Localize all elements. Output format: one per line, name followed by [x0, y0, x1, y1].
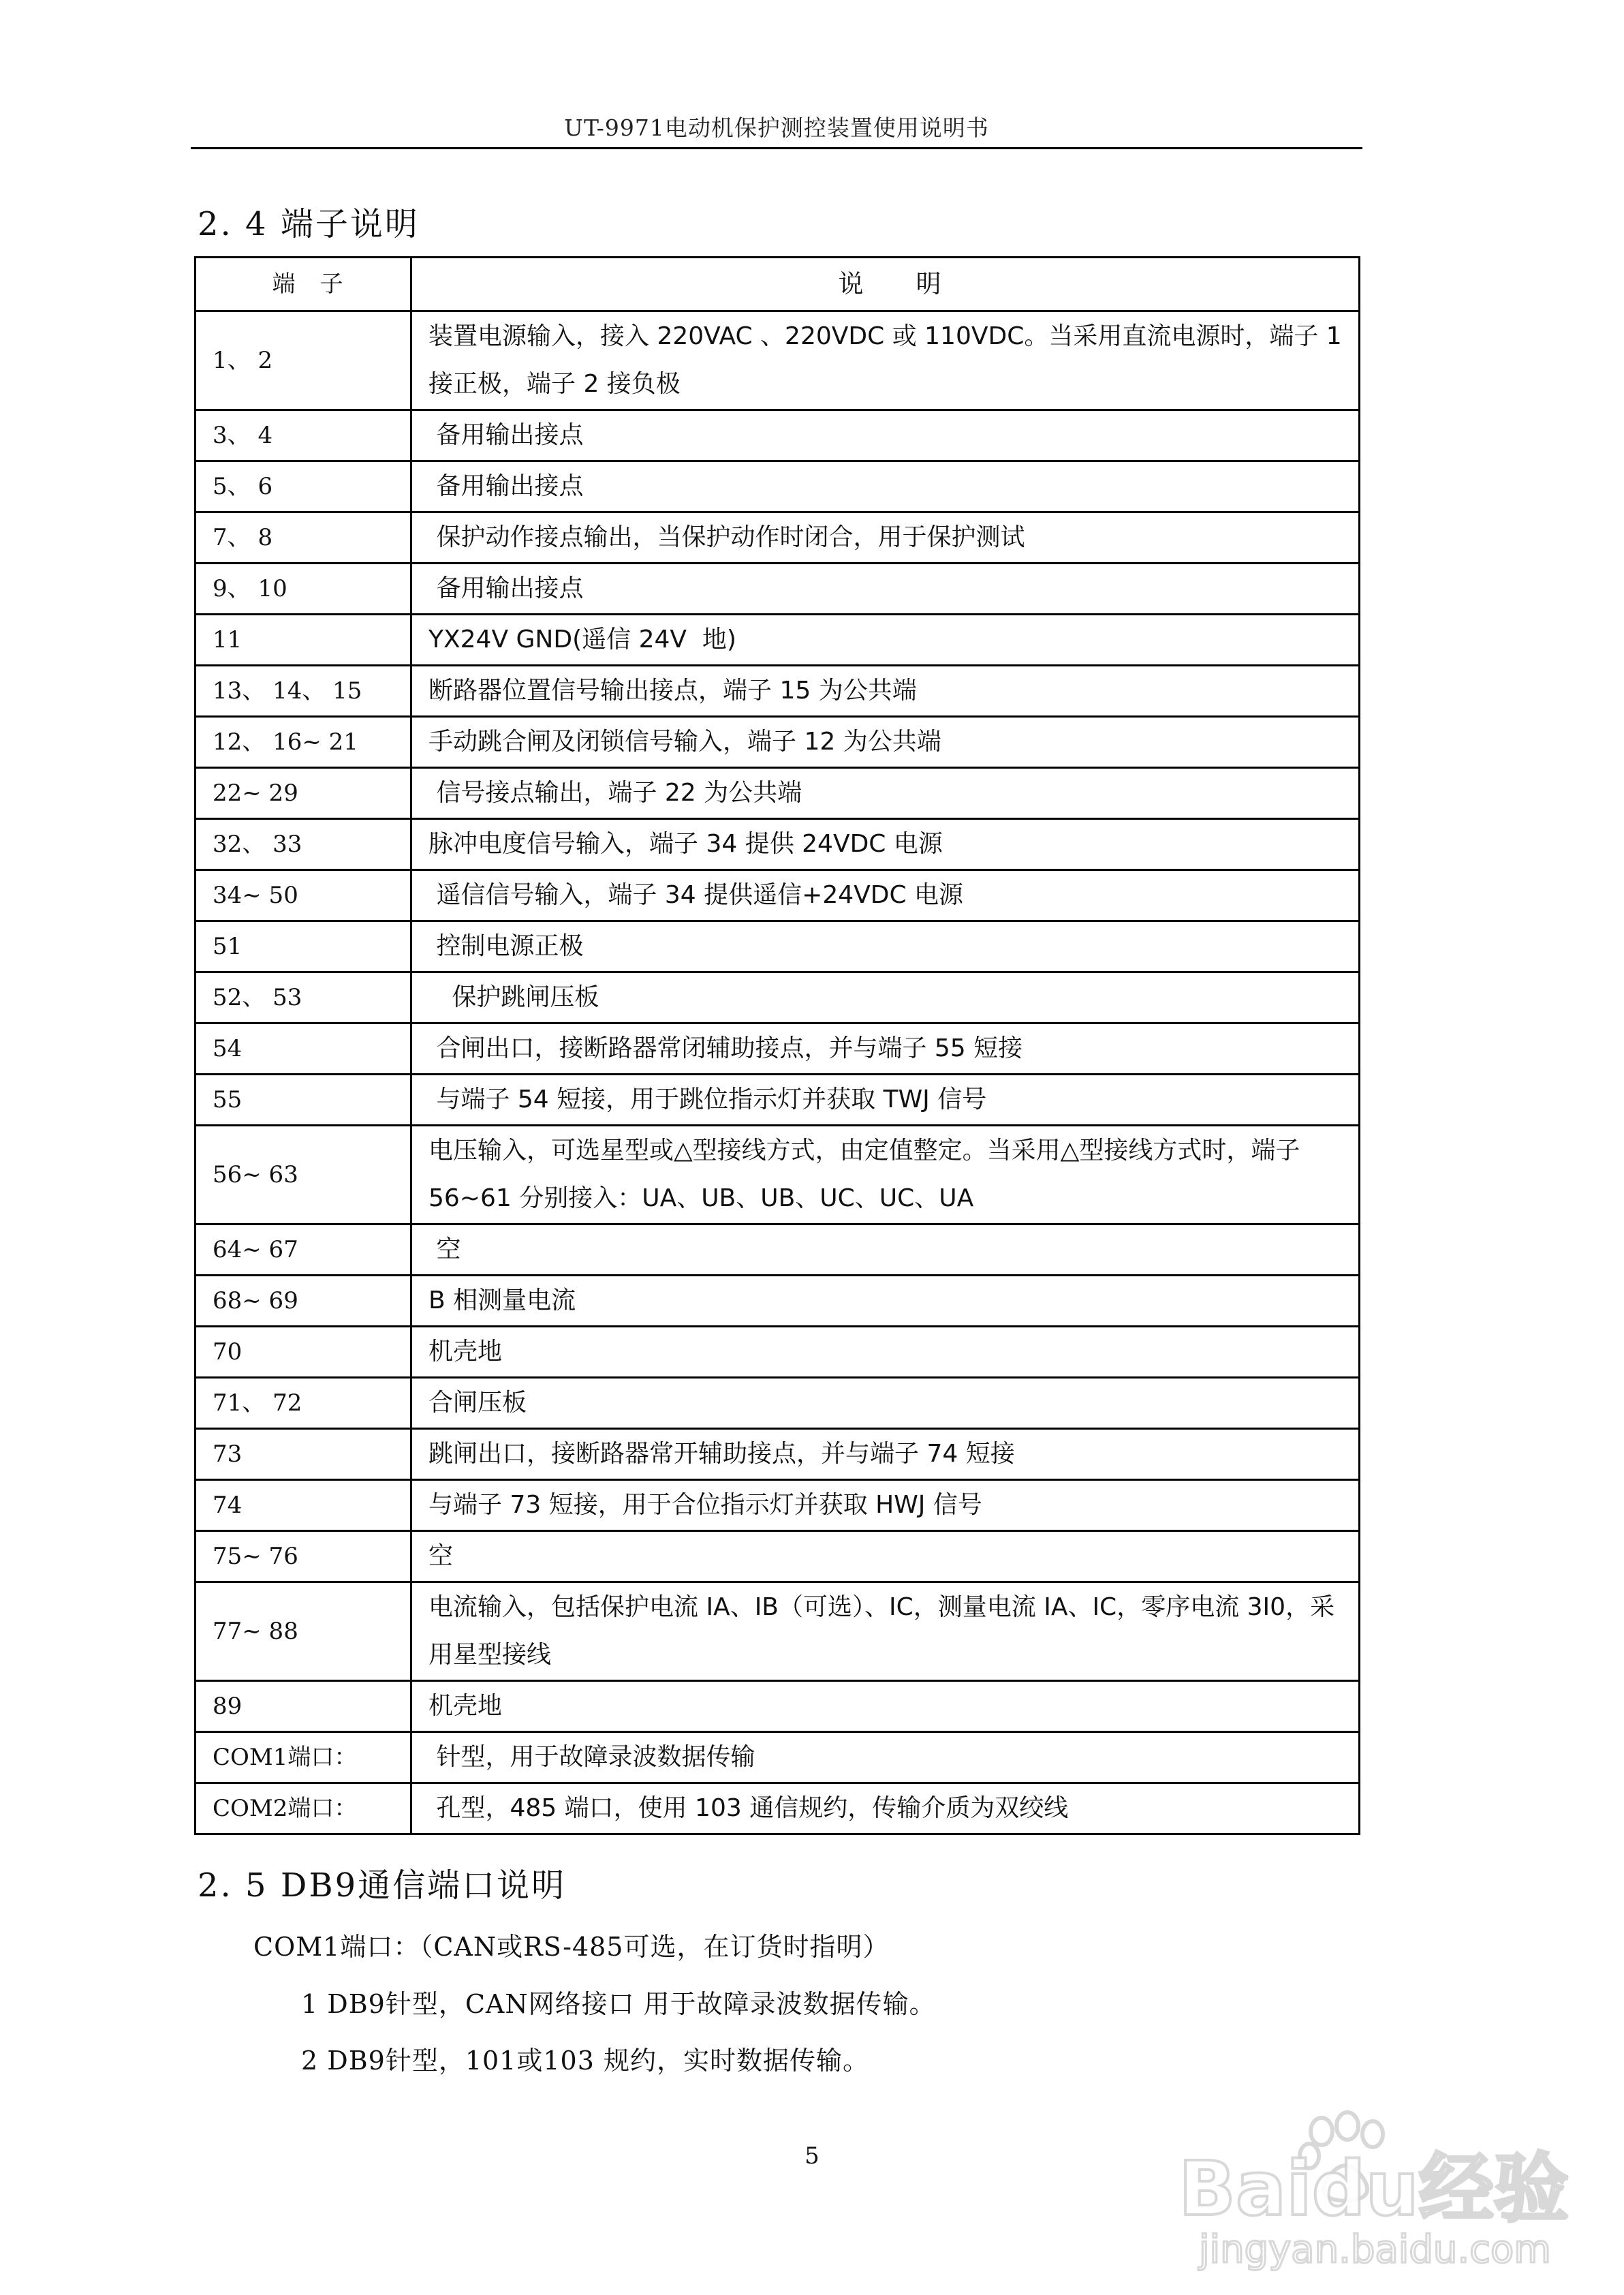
- table-row: [196, 615, 1360, 666]
- description-cell: 备用输出接点: [411, 461, 1360, 512]
- list-item: 1 DB9针型，CAN网络接口 用于故障录波数据传输。: [301, 1989, 936, 2019]
- terminal-cell: 68~ 69: [196, 1276, 411, 1327]
- terminal-cell: 7、 8: [196, 512, 411, 564]
- terminal-cell: 70: [196, 1327, 411, 1378]
- table-row: [196, 1429, 1360, 1480]
- description-cell: 空: [411, 1224, 1360, 1276]
- terminal-cell: COM2端口：: [196, 1783, 411, 1834]
- description-cell: 合闸出口，接断路器常闭辅助接点，并与端子 55 短接: [411, 1023, 1360, 1075]
- description-cell: 电压输入，可选星型或△型接线方式，由定值整定。当采用△型接线方式时，端子 56~61 分别接入：UA、UB、UB、UC、UC、UA: [411, 1126, 1360, 1224]
- list-item: 2 DB9针型，101或103 规约，实时数据传输。: [301, 2046, 869, 2076]
- description-cell: 与端子 73 短接，用于合位指示灯并获取 HWJ 信号: [411, 1480, 1360, 1531]
- table-row: [196, 717, 1360, 768]
- terminal-cell: 22~ 29: [196, 768, 411, 819]
- document-header-title: UT-9971电动机保护测控装置使用说明书: [564, 114, 989, 141]
- description-cell: 跳闸出口，接断路器常开辅助接点，并与端子 74 短接: [411, 1429, 1360, 1480]
- description-cell: 与端子 54 短接，用于跳位指示灯并获取 TWJ 信号: [411, 1075, 1360, 1126]
- description-cell: 电流输入，包括保护电流 IA、IB（可选）、IC，测量电流 IA、IC，零序电流 3I0，采用星型接线: [411, 1582, 1360, 1681]
- table-row: [196, 768, 1360, 819]
- table-row: [196, 1531, 1360, 1582]
- description-cell: 备用输出接点: [411, 564, 1360, 615]
- baidu-jingyan-watermark: [1151, 2099, 1594, 2276]
- table-row: [196, 461, 1360, 512]
- table-row: [196, 972, 1360, 1023]
- description-cell: 孔型，485 端口，使用 103 通信规约，传输介质为双绞线: [411, 1783, 1360, 1834]
- description-cell: 针型，用于故障录波数据传输: [411, 1732, 1360, 1783]
- table-row: [196, 666, 1360, 717]
- terminal-cell: 55: [196, 1075, 411, 1126]
- terminal-cell: 51: [196, 921, 411, 972]
- terminal-cell: 3、 4: [196, 410, 411, 461]
- column-header-terminal: 端 子: [196, 258, 411, 311]
- table-row: [196, 564, 1360, 615]
- table-row: [196, 1378, 1360, 1429]
- description-cell: 手动跳合闸及闭锁信号输入，端子 12 为公共端: [411, 717, 1360, 768]
- description-cell: 合闸压板: [411, 1378, 1360, 1429]
- terminal-cell: COM1端口：: [196, 1732, 411, 1783]
- description-cell: YX24V GND(遥信 24V 地): [411, 615, 1360, 666]
- section-heading-2-5: 2. 5 DB9通信端口说明: [198, 1866, 567, 1905]
- table-row: [196, 870, 1360, 921]
- column-header-description: 说 明: [411, 258, 1360, 311]
- terminal-cell: 89: [196, 1681, 411, 1732]
- terminal-cell: 54: [196, 1023, 411, 1075]
- terminal-cell: 1、 2: [196, 311, 411, 410]
- table-row: [196, 1327, 1360, 1378]
- page-number: 5: [805, 2142, 819, 2170]
- table-row: [196, 1783, 1360, 1834]
- description-cell: 备用输出接点: [411, 410, 1360, 461]
- terminal-cell: 13、 14、 15: [196, 666, 411, 717]
- description-cell: 信号接点输出，端子 22 为公共端: [411, 768, 1360, 819]
- description-cell: 机壳地: [411, 1681, 1360, 1732]
- table-row: [196, 1224, 1360, 1276]
- header-rule: [191, 147, 1362, 149]
- description-cell: 空: [411, 1531, 1360, 1582]
- terminal-cell: 52、 53: [196, 972, 411, 1023]
- table-row: [196, 311, 1360, 410]
- description-cell: 机壳地: [411, 1327, 1360, 1378]
- table-row: [196, 410, 1360, 461]
- terminal-cell: 32、 33: [196, 819, 411, 870]
- table-row: [196, 1075, 1360, 1126]
- description-cell: 脉冲电度信号输入，端子 34 提供 24VDC 电源: [411, 819, 1360, 870]
- watermark-logo-text: Baidu经验: [1178, 2145, 1569, 2232]
- terminal-cell: 77~ 88: [196, 1582, 411, 1681]
- table-row: [196, 1681, 1360, 1732]
- terminal-cell: 5、 6: [196, 461, 411, 512]
- description-cell: 断路器位置信号输出接点，端子 15 为公共端: [411, 666, 1360, 717]
- table-header-row: [196, 258, 1360, 311]
- watermark-url-text: jingyan.baidu.com: [1199, 2228, 1551, 2272]
- table-row: [196, 512, 1360, 564]
- description-cell: 装置电源输入，接入 220VAC 、220VDC 或 110VDC。当采用直流电源时，端子 1 接正极，端子 2 接负极: [411, 311, 1360, 410]
- terminal-cell: 71、 72: [196, 1378, 411, 1429]
- table-row: [196, 1276, 1360, 1327]
- description-cell: 保护跳闸压板: [411, 972, 1360, 1023]
- section-heading-2-4: 2. 4 端子说明: [198, 205, 420, 243]
- terminal-cell: 75~ 76: [196, 1531, 411, 1582]
- terminal-table: [194, 256, 1360, 1835]
- table-row: [196, 1023, 1360, 1075]
- terminal-cell: 74: [196, 1480, 411, 1531]
- terminal-cell: 34~ 50: [196, 870, 411, 921]
- description-cell: 遥信信号输入，端子 34 提供遥信+24VDC 电源: [411, 870, 1360, 921]
- com1-intro-text: COM1端口：（CAN或RS-485可选，在订货时指明）: [253, 1932, 890, 1962]
- description-cell: 保护动作接点输出，当保护动作时闭合，用于保护测试: [411, 512, 1360, 564]
- table-row: [196, 1582, 1360, 1681]
- terminal-cell: 9、 10: [196, 564, 411, 615]
- description-cell: B 相测量电流: [411, 1276, 1360, 1327]
- terminal-cell: 11: [196, 615, 411, 666]
- terminal-cell: 12、 16~ 21: [196, 717, 411, 768]
- table-row: [196, 921, 1360, 972]
- terminal-cell: 73: [196, 1429, 411, 1480]
- table-row: [196, 819, 1360, 870]
- table-row: [196, 1480, 1360, 1531]
- terminal-cell: 64~ 67: [196, 1224, 411, 1276]
- description-cell: 控制电源正极: [411, 921, 1360, 972]
- terminal-cell: 56~ 63: [196, 1126, 411, 1224]
- table-row: [196, 1732, 1360, 1783]
- table-row: [196, 1126, 1360, 1224]
